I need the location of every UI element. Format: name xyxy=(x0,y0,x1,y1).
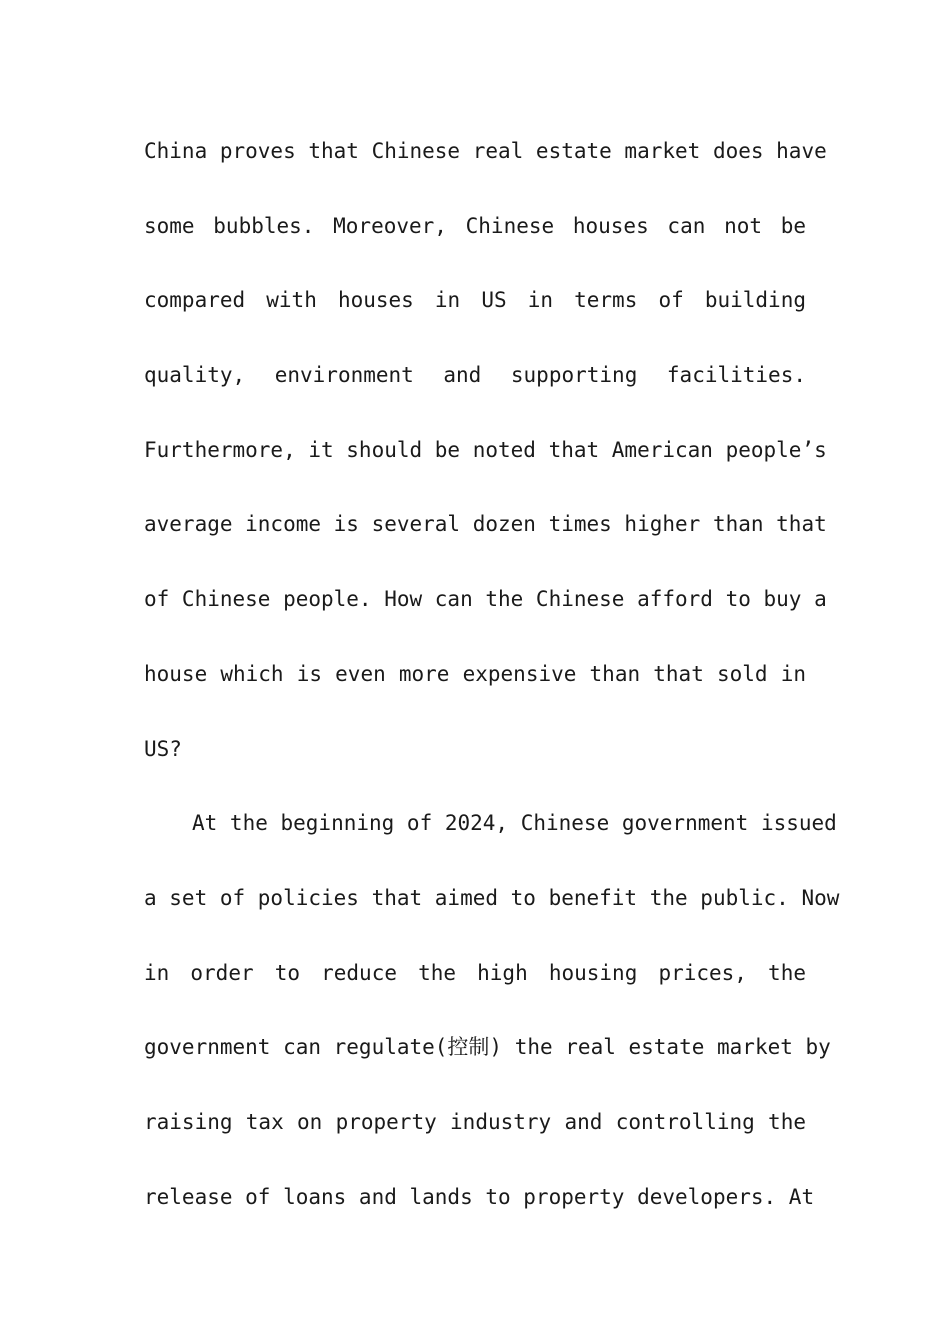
text-line: compared with houses in US in terms of building xyxy=(144,288,806,313)
text-line: At the beginning of 2024, Chinese government issued xyxy=(192,811,837,836)
text-line: of Chinese people. How can the Chinese afford to buy a xyxy=(144,587,827,612)
text-line: Furthermore, it should be noted that American people’s xyxy=(144,437,827,462)
text-line: US? xyxy=(144,736,182,761)
text-line: raising tax on property industry and controlling the xyxy=(144,1109,806,1134)
text-line: some bubbles. Moreover, Chinese houses can not be xyxy=(144,213,806,238)
text-line: government can regulate(控制) the real estate market by xyxy=(144,1035,831,1060)
body-text xyxy=(144,114,840,1234)
text-line: average income is several dozen times higher than that xyxy=(144,512,827,537)
text-line: China proves that Chinese real estate market does have xyxy=(144,139,827,163)
text-line: house which is even more expensive than that sold in xyxy=(144,661,806,686)
text-line: quality, environment and supporting facilities. xyxy=(144,363,806,388)
text-line: release of loans and lands to property developers. At xyxy=(144,1184,815,1209)
text-line: a set of policies that aimed to benefit the public. Now xyxy=(144,885,840,910)
paragraph-2 xyxy=(144,786,840,1234)
text-line: in order to reduce the high housing prices, the xyxy=(144,960,806,985)
paragraph-1 xyxy=(144,114,827,786)
